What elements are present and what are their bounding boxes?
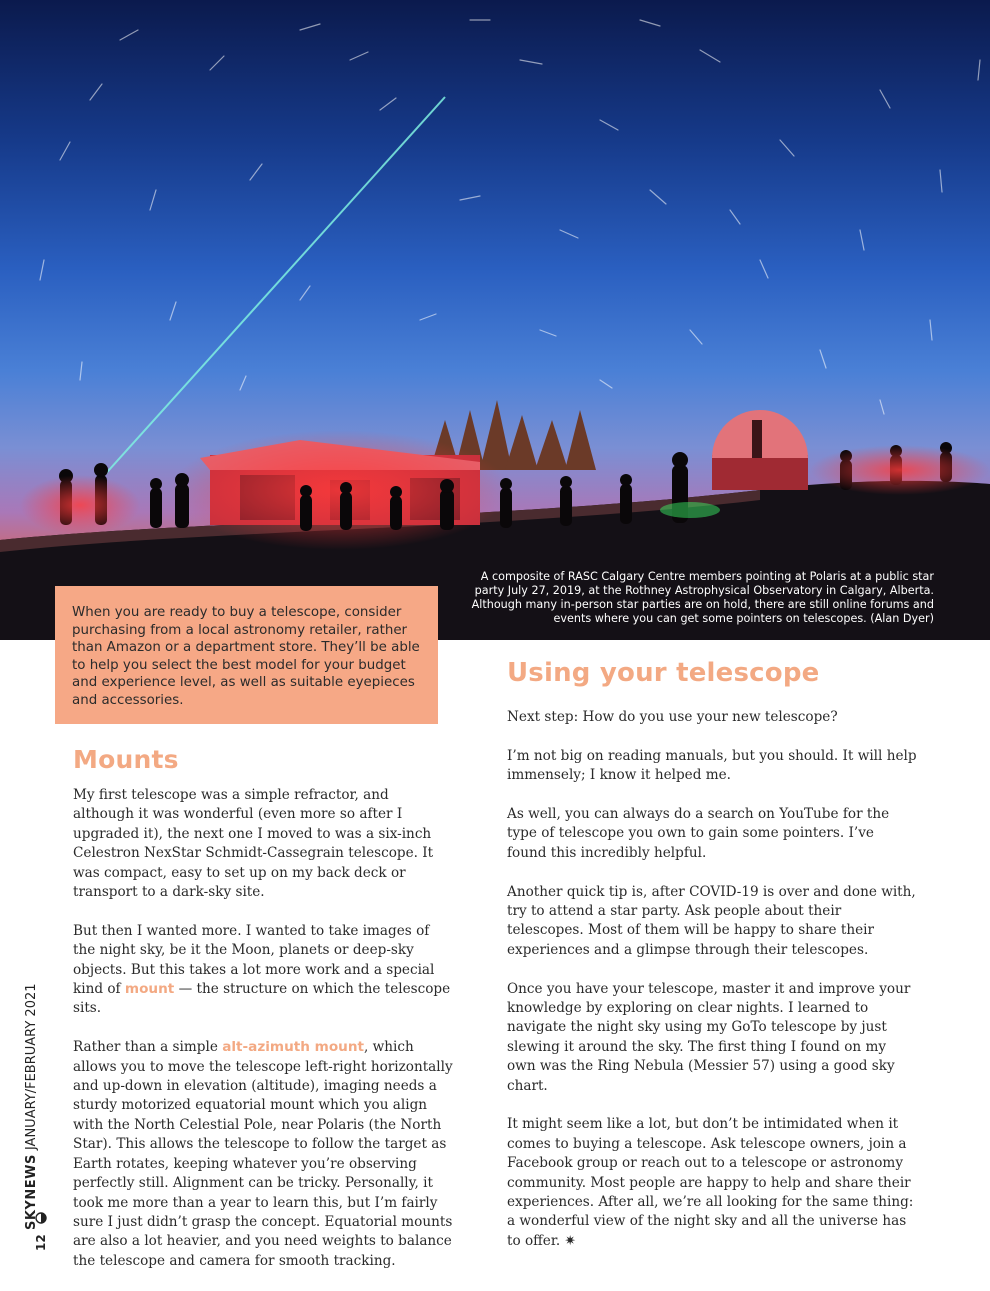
mounts-column xyxy=(73,786,453,1291)
mounts-paragraph xyxy=(73,1038,453,1271)
folio-issue-line xyxy=(24,983,50,1230)
moon-icon xyxy=(35,1212,47,1224)
mount-term: mount xyxy=(124,981,175,998)
using-paragraph: It might seem like a lot, but don’t be intimidated when it comes to buying a telescope. Ask telescope owners, join a Facebook group or reach out to a telescope or astronomy community. Most people are happy to help and share their experiences. After all, we’re all looking for the same thing: a wonderful view of the night sky and all the universe has to offer. ✷ xyxy=(507,1116,914,1249)
mounts-paragraph xyxy=(73,922,453,1019)
buying-tip-callout xyxy=(55,586,438,724)
mounts-heading: Mounts xyxy=(73,745,179,774)
alt-azimuth-mount-term: alt-azimuth mount xyxy=(222,1039,365,1056)
observatory-dome xyxy=(712,410,808,490)
using-paragraph: Once you have your telescope, master it and improve your knowledge by exploring on clear nights. I learned to navigate the night sky using my GoTo telescope by just slewing it around the sky. The first thing I found on my own was the Ring Nebula (Messier 57) using a good sky chart. xyxy=(507,980,911,1094)
using-column xyxy=(507,708,917,1271)
issue-date: JANUARY/FEBRUARY 2021 xyxy=(24,983,39,1151)
mounts-p3-after: , which allows you to move the telescope left-right horizontally and up-down in elevation (altitude), imaging needs a sturdy motorized equatorial mount which you align with the North Celestial Pole, near Polaris (the North Star). This allows the telescope to follow the target as Earth rotates, keeping whatever you’re observing perfectly still. Alignment can be tricky. Personally, it took me more than a year to learn this, but I’m fairly sure I just didn’t grasp the concept. Equatorial mounts are also a lot heavier, and you need weights to balance the telescope and camera for smooth tracking. xyxy=(73,1039,453,1269)
observatory-building xyxy=(170,430,510,550)
callout-text: When you are ready to buy a telescope, consider purchasing from a local astronomy retailer, rather than Amazon or a department store. They’ll be able to help you select the best model for your budget and experience level, as well as suitable eyepieces and accessories. xyxy=(72,605,420,708)
photo-illustration xyxy=(0,0,990,640)
mounts-p2-before: But then I wanted more. I wanted to take images of the night sky, be it the Moon, planets or deep-sky objects. But this takes a lot more work and a special kind of xyxy=(73,922,435,998)
using-paragraph: I’m not big on reading manuals, but you should. It will help immensely; I know it helped me. xyxy=(507,747,917,784)
using-paragraph: As well, you can always do a search on YouTube for the type of telescope you own to gain some pointers. I’ve found this incredibly helpful. xyxy=(507,806,890,861)
mounts-p2-after: — the structure on which the telescope sits. xyxy=(73,981,451,1017)
photo-caption: A composite of RASC Calgary Centre members pointing at Polaris at a public star party July 27, 2019, at the Rothney Astrophysical Observatory in Calgary, Alberta. Although many in-person star parties are on hold, there are still online forums and events where you can get some pointers on telescopes. (Alan Dyer) xyxy=(471,570,934,625)
mounts-paragraph: My first telescope was a simple refractor, and although it was wonderful (even more so after I upgraded it), the next one I moved to was a six-inch Celestron NexStar Schmidt-Cassegrain telescope. It was compact, easy to set up on my back deck or transport to a dark-sky site. xyxy=(73,787,434,901)
using-paragraph: Next step: How do you use your new telescope? xyxy=(507,709,838,725)
magazine-name: SKYNEWS xyxy=(24,1154,39,1230)
using-telescope-heading: Using your telescope xyxy=(507,658,820,688)
star-trails xyxy=(40,20,980,414)
star-party-photo xyxy=(0,0,990,640)
using-paragraph: Another quick tip is, after COVID-19 is over and done with, try to attend a star party. Ask people about their telescopes. Most of them will be happy to share their experiences and a glimpse through their telescopes. xyxy=(507,883,916,958)
mounts-p3-before: Rather than a simple xyxy=(73,1039,223,1056)
page-number: 12 xyxy=(34,1234,48,1251)
